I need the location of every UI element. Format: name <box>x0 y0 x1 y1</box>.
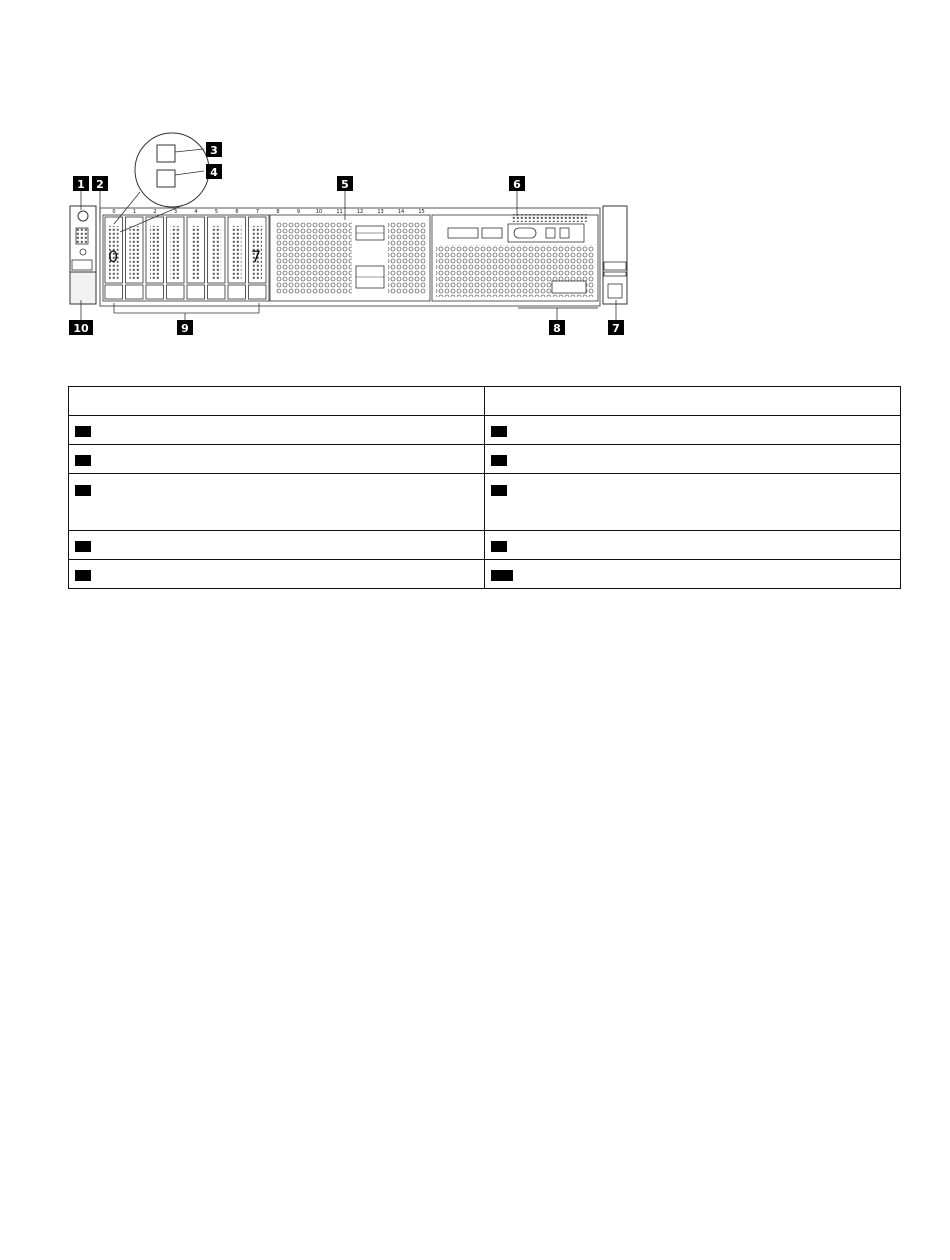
bay-number-label: 11 <box>336 209 343 215</box>
callout-legend-table <box>68 386 901 589</box>
drive-bay <box>208 217 226 299</box>
svg-text:5: 5 <box>341 178 349 191</box>
callout-8 <box>549 320 565 335</box>
legend-row <box>69 416 901 445</box>
bay-number-label: 12 <box>356 209 364 215</box>
callout-5 <box>337 176 353 191</box>
svg-text:2: 2 <box>96 178 104 191</box>
bay-number-label: 1 <box>132 209 137 215</box>
bay-number-label: 5 <box>214 209 219 215</box>
drive-bay <box>167 217 185 299</box>
server-front-view-diagram <box>0 0 950 360</box>
callout-marker <box>75 570 91 581</box>
bay-number-label: 10 <box>315 209 323 215</box>
bay-number-label: 3 <box>173 209 178 215</box>
callout-marker <box>491 541 507 552</box>
callout-3 <box>206 142 222 157</box>
callout-marker <box>75 455 91 466</box>
callout-6 <box>509 176 525 191</box>
legend-row <box>69 445 901 474</box>
bay-number-label: 6 <box>235 209 239 215</box>
callout-10 <box>69 320 93 335</box>
svg-text:10: 10 <box>73 322 89 335</box>
callout-marker <box>75 541 91 552</box>
bay-number-label: 14 <box>397 209 405 215</box>
callout-marker <box>491 455 507 466</box>
callout-marker <box>75 426 91 437</box>
svg-text:7: 7 <box>612 322 620 335</box>
legend-header-left <box>69 387 485 416</box>
callout-marker <box>75 485 91 496</box>
svg-text:9: 9 <box>181 322 189 335</box>
bay-number-label: 15 <box>418 209 425 215</box>
callout-1 <box>73 176 89 191</box>
svg-text:1: 1 <box>77 178 85 191</box>
legend-row <box>69 474 901 531</box>
callout-4 <box>206 164 222 179</box>
svg-text:6: 6 <box>513 178 521 191</box>
svg-text:3: 3 <box>210 144 218 157</box>
bay-number-label: 7 <box>255 209 260 215</box>
front-io-panel <box>432 214 598 301</box>
bay-number-label: 4 <box>194 209 198 215</box>
svg-text:8: 8 <box>553 322 561 335</box>
legend-row <box>69 560 901 589</box>
bay-number-label: 8 <box>276 209 280 215</box>
callout-marker <box>491 426 507 437</box>
legend-header-row <box>69 387 901 416</box>
left-rack-handle <box>70 206 96 304</box>
legend-header-right <box>485 387 901 416</box>
bay-big-label-last: 7 <box>251 247 262 266</box>
drive-bay <box>146 217 164 299</box>
callout-9 <box>177 320 193 335</box>
callout-marker <box>491 485 507 496</box>
bay-number-label: 13 <box>377 209 384 215</box>
drive-bay <box>187 217 205 299</box>
right-rack-handle <box>603 206 627 304</box>
bay-big-label-first: 0 <box>108 247 119 266</box>
drive-filler-panel <box>270 215 430 301</box>
callout-2 <box>92 176 108 191</box>
drive-bay <box>228 217 246 299</box>
legend-row <box>69 531 901 560</box>
bay-number-label: 2 <box>153 209 157 215</box>
drive-bay <box>126 217 144 299</box>
callout-marker <box>491 570 513 581</box>
bay-number-label: 0 <box>112 209 116 215</box>
bay-number-label: 9 <box>296 209 301 215</box>
callout-7 <box>608 320 624 335</box>
svg-text:4: 4 <box>210 166 218 179</box>
